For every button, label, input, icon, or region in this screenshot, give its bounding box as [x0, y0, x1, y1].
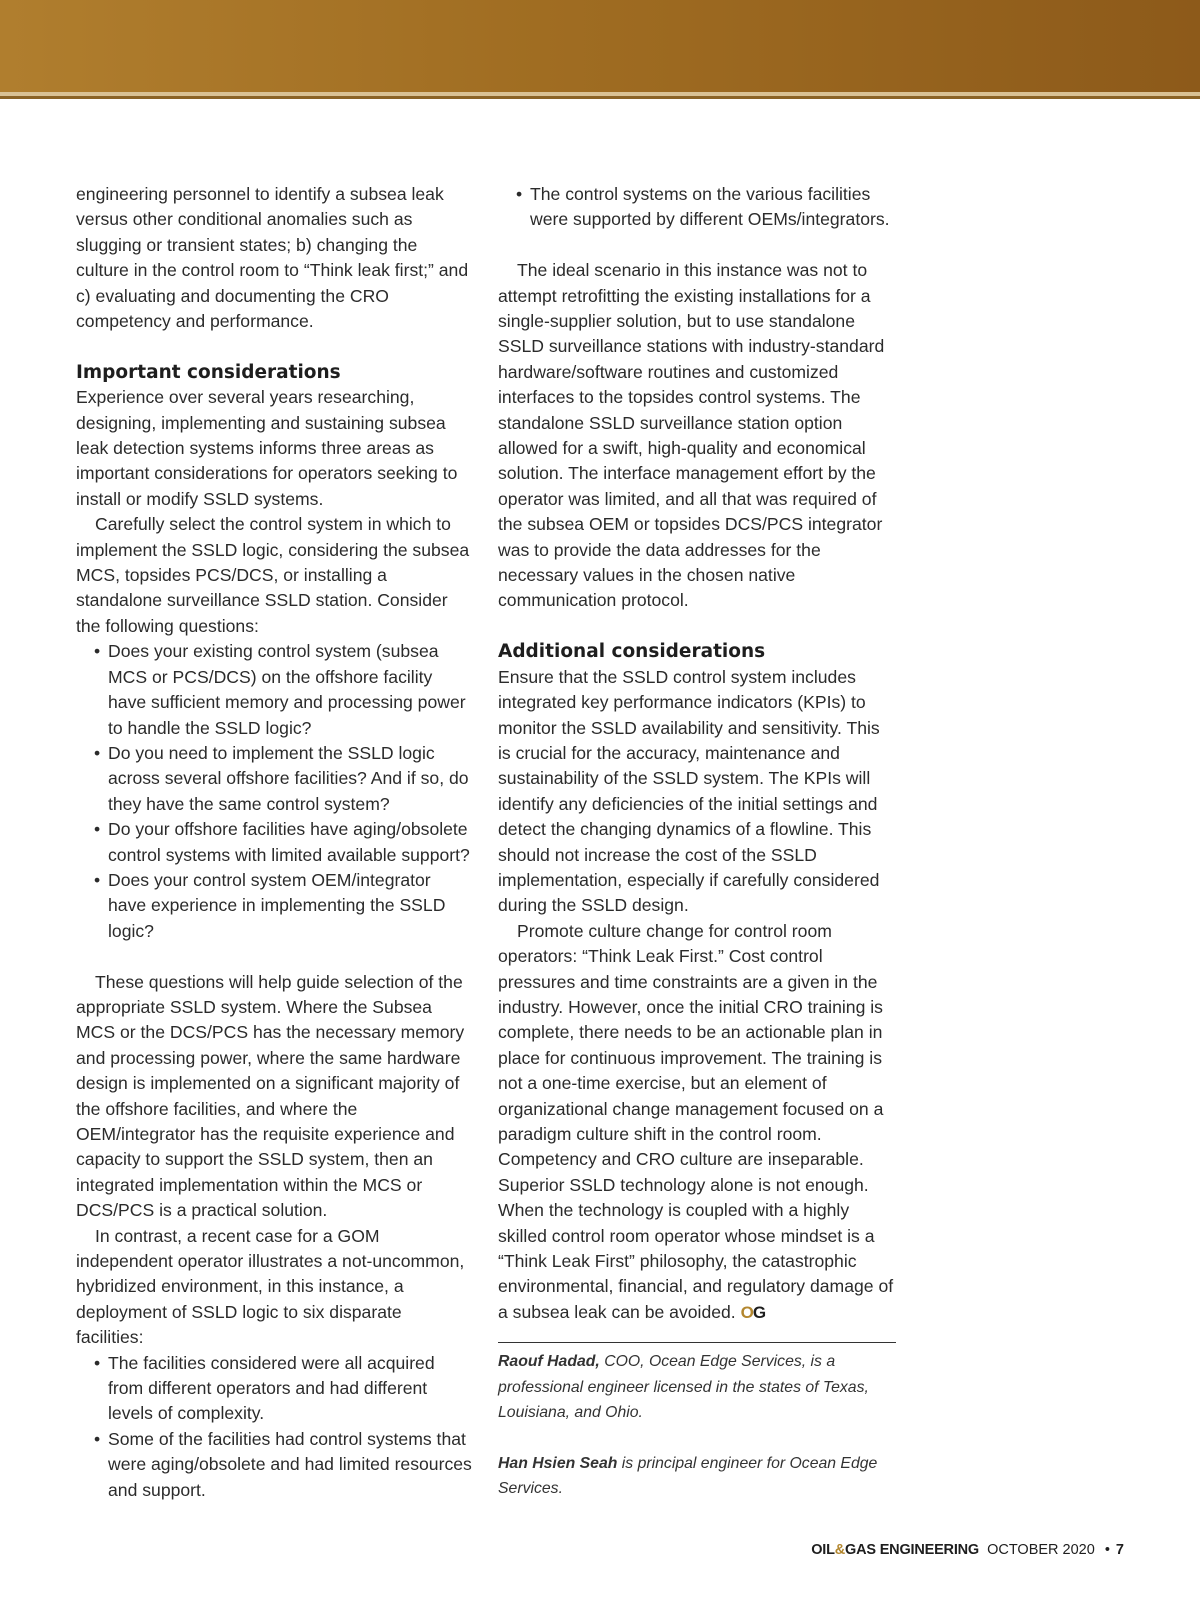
section1-paragraph1: Experience over several years researching, designing, implementing and sustaining subsea leak detection systems informs three areas as important considerations for operators seeking to install or modify SSLD systems.	[76, 387, 458, 509]
left-column	[76, 182, 472, 1503]
section2-paragraph2	[498, 919, 896, 1326]
section-heading-additional: Additional considerations	[498, 641, 766, 663]
section2-paragraph2-text: Promote culture change for control room operators: “Think Leak First.” Cost control pressures and time constraints are a given in the industry. However, once the initial CRO training is complete, there needs to be an actionable plan in place for continuous improvement. The training is not a one-time exercise, but an element of organizational change management focused on a paradigm culture shift in the control room. Competency and CRO culture are inseparable. Superior SSLD technology alone is not enough. When the technology is coupled with a highly skilled control room operator whose mindset is a “Think Leak First” philosophy, the catastrophic environmental, financial, and regulatory damage of a subsea leak can be avoided.	[498, 920, 894, 1322]
header-rule-dark	[0, 96, 1200, 99]
list-item	[94, 639, 472, 741]
guide-paragraph: These questions will help guide selection of the appropriate SSLD system. Where the Subsea MCS or the DCS/PCS has the necessary memory and processing power, where the same hardware design is implemented on a significant majority of the offshore facilities, and where the OEM/integrator has the requisite experience and capacity to support the SSLD system, then an integrated implementation within the MCS or DCS/PCS is a practical solution.	[76, 971, 465, 1221]
spacer	[498, 1425, 896, 1450]
list-item	[94, 868, 472, 944]
bullet-icon: •	[94, 1428, 101, 1449]
list-item	[94, 1351, 472, 1427]
spacer	[76, 334, 472, 359]
author-description: COO, Ocean Edge Services, is a professional engineer licensed in the states of Texas, Louisiana, and Ohio.	[498, 1353, 869, 1422]
section1-paragraph2: Carefully select the control system in which to implement the SSLD logic, considering the subsea MCS, topsides PCS/DCS, or installing a standalone surveillance SSLD station. Consider the following questions:	[76, 514, 470, 636]
list-item	[516, 182, 896, 233]
facilities-list-continued	[498, 182, 896, 233]
author-description: is principal engineer for Ocean Edge Services.	[498, 1454, 878, 1498]
bullet-icon: •	[94, 1352, 101, 1373]
list-item	[94, 817, 472, 868]
section2-paragraph1: Ensure that the SSLD control system includes integrated key performance indicators (KPIs) to monitor the SSLD availability and sensitivity. This is crucial for the accuracy, maintenance and sustainability of the SSLD system. The KPIs will identify any deficiencies of the initial settings and detect the changing dynamics of a flowline. This should not increase the cost of the SSLD implementation, especially if carefully considered during the SSLD design.	[498, 666, 880, 916]
header-band	[0, 0, 1200, 92]
bullet-icon: •	[94, 641, 101, 662]
page-number: 7	[1115, 1542, 1124, 1558]
bullet-icon: •	[516, 184, 523, 204]
spacer	[498, 614, 896, 639]
bullet-icon: •	[94, 819, 101, 840]
list-item	[94, 1427, 472, 1503]
bullet-icon: •	[94, 742, 101, 763]
facility-text: Some of the facilities had control systems that were aging/obsolete and had limited resources and support.	[108, 1428, 472, 1500]
question-text: Does your control system OEM/integrator have experience in implementing the SSLD logic?	[108, 869, 446, 941]
facilities-list	[76, 1351, 472, 1503]
bullet-icon: •	[94, 869, 101, 890]
author-name: Han Hsien Seah	[498, 1454, 618, 1472]
intro-paragraph: engineering personnel to identify a subsea leak versus other conditional anomalies such as slugging or transient states; b) changing the culture in the control room to “Think leak first;” and c) evaluating and documenting the CRO competency and performance.	[76, 184, 469, 332]
publication-name	[811, 1542, 979, 1558]
brand-oil: OIL	[811, 1542, 835, 1558]
brand-ampersand: &	[834, 1542, 846, 1558]
question-text: Do your offshore facilities have aging/obsolete control systems with limited available support?	[108, 819, 470, 865]
brand-gas: GAS ENGINEERING	[845, 1542, 980, 1558]
page-footer	[811, 1542, 1124, 1558]
right-column	[498, 182, 896, 1502]
questions-list	[76, 639, 472, 944]
author-name: Raouf Hadad,	[498, 1353, 600, 1371]
issue-date: OCTOBER 2020	[987, 1542, 1095, 1558]
footer-separator: •	[1104, 1542, 1110, 1558]
end-mark-g: G	[752, 1302, 766, 1322]
facility-text: The control systems on the various facilities were supported by different OEMs/integrators.	[530, 184, 890, 230]
bio-divider	[498, 1342, 896, 1343]
ideal-paragraph: The ideal scenario in this instance was not to attempt retrofitting the existing installations for a single-supplier solution, but to use standalone SSLD surveillance stations with industry-standard hardware/software routines and customized interfaces to the topsides control systems. The standalone SSLD surveillance station option allowed for a swift, high-quality and economical solution. The interface management effort by the operator was limited, and all that was required of the subsea OEM or topsides DCS/PCS integrator was to provide the data addresses for the necessary values in the chosen native communication protocol.	[498, 260, 885, 611]
facility-text: The facilities considered were all acquired from different operators and had different levels of complexity.	[108, 1352, 435, 1424]
end-mark-o: O	[740, 1302, 753, 1322]
spacer	[498, 233, 896, 258]
section-heading-important: Important considerations	[76, 361, 341, 383]
list-item	[94, 741, 472, 817]
contrast-paragraph: In contrast, a recent case for a GOM independent operator illustrates a not-uncommon, hybridized environment, in this instance, a deployment of SSLD logic to six disparate facilities:	[76, 1225, 465, 1348]
question-text: Do you need to implement the SSLD logic across several offshore facilities? And if so, do they have the same control system?	[108, 742, 469, 814]
author-bio-1	[498, 1349, 896, 1425]
spacer	[76, 944, 472, 969]
question-text: Does your existing control system (subsea MCS or PCS/DCS) on the offshore facility have sufficient memory and processing power to handle the SSLD logic?	[108, 641, 466, 738]
author-bio-2	[498, 1451, 896, 1502]
end-mark-logo	[741, 1303, 765, 1322]
